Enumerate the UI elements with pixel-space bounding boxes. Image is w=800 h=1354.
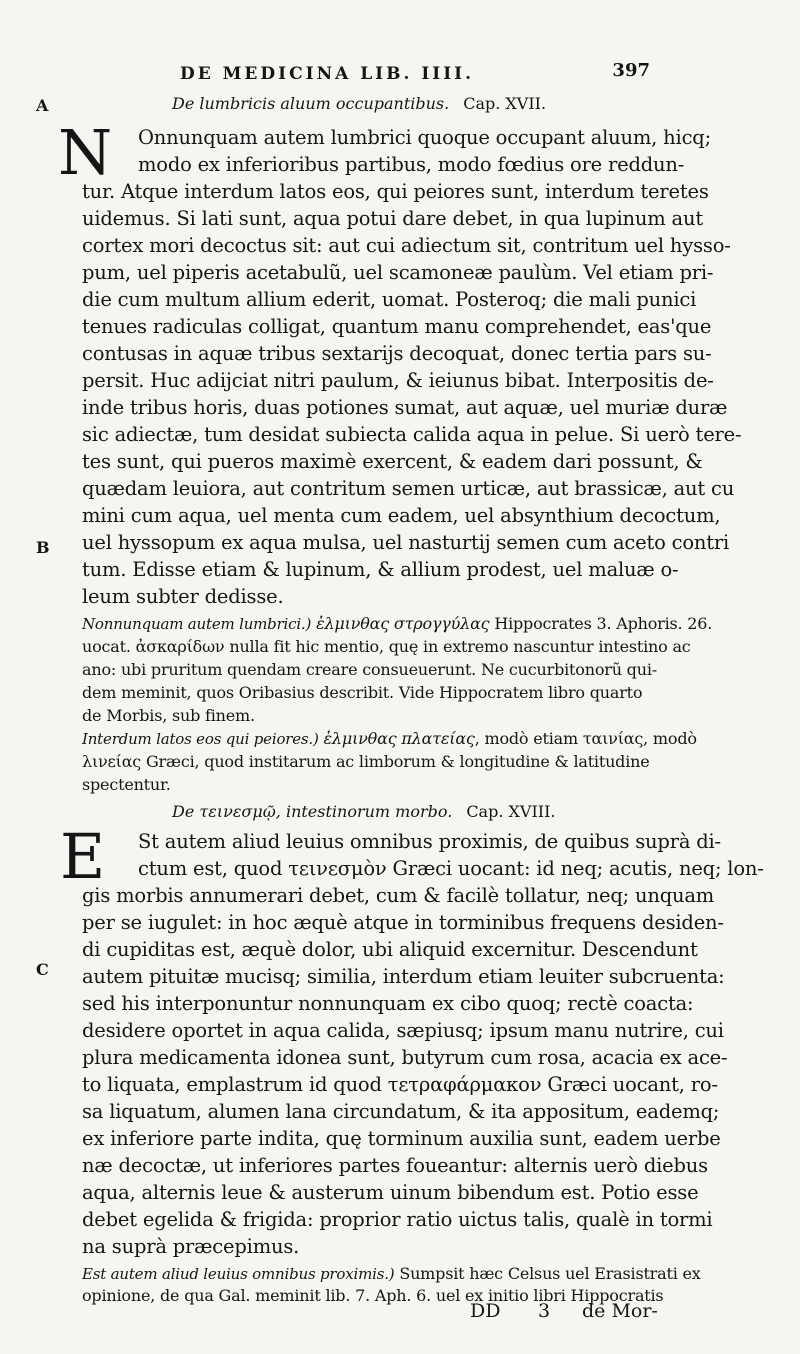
dropcap-e: E	[60, 820, 106, 893]
page-header	[180, 60, 650, 90]
chapter-18-heading	[172, 802, 556, 821]
ch17-line: Onnunquam autem lumbrici quoque occupant aluum, hicq;	[138, 126, 711, 149]
note-line	[82, 729, 697, 748]
note-text: Hippocrates 3. Aphoris. 26.	[494, 614, 713, 633]
ch18-line: plura medicamenta idonea sunt, butyrum cum rosa, acacia ex ace-	[82, 1046, 728, 1069]
ch18-line: ctum est, quod τεινεσμὸν Græci uocant: id neq; acutis, neq; lon-	[138, 857, 764, 880]
ch18-line: na suprà præcepimus.	[82, 1235, 300, 1258]
ch17-line: uidemus. Si lati sunt, aqua potui dare debet, in qua lupinum aut	[82, 207, 703, 230]
page-footer	[470, 1300, 660, 1326]
greek-term: ἑλμινθας πλατείας	[323, 729, 475, 748]
margin-letter-c: C	[36, 960, 49, 979]
ch17-line: die cum multum allium ederit, uomat. Posteroq; die mali punici	[82, 288, 697, 311]
ch17-line: sic adiectæ, tum desidat subiecta calida aqua in pelue. Si uerò tere-	[82, 423, 742, 446]
chapter-18-number: Cap. XVIII.	[466, 802, 556, 821]
note-line: dem meminit, quos Oribasius describit. Vide Hippocratem libro quarto	[82, 683, 643, 702]
margin-letter-b: B	[36, 538, 50, 557]
ch17-line: pum, uel piperis acetabulũ, uel scamoneæ paulùm. Vel etiam pri-	[82, 261, 714, 284]
ch18-line: St autem aliud leuius omnibus proximis, de quibus suprà di-	[138, 830, 721, 853]
chapter-17-number: Cap. XVII.	[463, 94, 547, 113]
note-lemma: Est autem aliud leuius omnibus proximis.)	[82, 1265, 395, 1283]
chapter-17-heading	[172, 94, 546, 113]
ch17-line: cortex mori decoctus sit: aut cui adiectum sit, contritum uel hysso-	[82, 234, 731, 257]
ch18-line: sa liquatum, alumen lana circundatum, & ita appositum, eademq;	[82, 1100, 720, 1123]
ch18-line: di cupiditas est, æquè dolor, ubi aliquid excernitur. Descendunt	[82, 938, 698, 961]
note-text: , modò etiam ταινίας, modò	[474, 729, 697, 748]
ch17-line: tum. Edisse etiam & lupinum, & allium prodest, uel maluæ o-	[82, 558, 679, 581]
note-line: uocat. ἀσκαρίδων nulla fit hic mentio, quę in extremo nascuntur intestino ac	[82, 637, 691, 656]
note-line	[82, 1264, 701, 1283]
signature-number: 3	[538, 1300, 551, 1322]
ch17-line: persit. Huc adijciat nitri paulum, & ieiunus bibat. Interpositis de-	[82, 369, 714, 392]
margin-letter-a: A	[36, 96, 49, 115]
ch17-line: inde tribus horis, duas potiones sumat, aut aquæ, uel muriæ duræ	[82, 396, 728, 419]
chapter-17-title: De lumbricis aluum occupantibus.	[172, 94, 450, 113]
ch18-line: desidere oportet in aqua calida, sæpiusq; ipsum manu nutrire, cui	[82, 1019, 724, 1042]
ch18-line: to liquata, emplastrum id quod τετραφάρμακον Græci uocant, ro-	[82, 1073, 718, 1096]
note-lemma: Interdum latos eos qui peiores.)	[82, 730, 319, 748]
note-text: Sumpsit hæc Celsus uel Erasistrati ex	[399, 1264, 701, 1283]
ch18-line: debet egelida & frigida: proprior ratio uictus talis, qualè in tormi	[82, 1208, 713, 1231]
signature-mark: DD	[470, 1300, 501, 1322]
ch18-line: per se iugulet: in hoc æquè atque in torminibus frequens desiden-	[82, 911, 724, 934]
ch17-line: quædam leuiora, aut contritum semen urticæ, aut brassicæ, aut cu	[82, 477, 735, 500]
greek-term: ἑλμινθας στρογγύλας	[316, 614, 490, 633]
ch17-line: tur. Atque interdum latos eos, qui peiores sunt, interdum teretes	[82, 180, 709, 203]
chapter-18-title: De τεινεσμῷ, intestinorum morbo.	[172, 802, 453, 821]
note-lemma: Nonnunquam autem lumbrici.)	[82, 615, 312, 633]
note-line: opinione, de qua Gal. meminit lib. 7. Aph. 6. uel ex initio libri Hippocratis	[82, 1286, 664, 1305]
ch18-line: autem pituitæ mucisq; similia, interdum etiam leuiter subcruenta:	[82, 965, 725, 988]
ch18-line: aqua, alternis leue & austerum uinum bibendum est. Potio esse	[82, 1181, 699, 1204]
ch17-line: modo ex inferioribus partibus, modo fœdius ore reddun-	[138, 153, 685, 176]
ch18-line: gis morbis annumerari debet, cum & facilè tollatur, neq; unquam	[82, 884, 715, 907]
ch17-line: uel hyssopum ex aqua mulsa, uel nasturtij semen cum aceto contri	[82, 531, 730, 554]
dropcap-n: N	[58, 116, 113, 189]
ch17-line: contusas in aquæ tribus sextarijs decoquat, donec tertia pars su-	[82, 342, 712, 365]
ch18-line: sed his interponuntur nonnunquam ex cibo quoq; rectè coacta:	[82, 992, 694, 1015]
note-line: ano: ubi pruritum quendam creare consueuerunt. Ne cucurbitonorũ qui-	[82, 660, 657, 679]
catchword: de Mor-	[582, 1300, 658, 1322]
ch17-line: leum subter dedisse.	[82, 585, 284, 608]
ch18-line: næ decoctæ, ut inferiores partes foueantur: alternis uerò diebus	[82, 1154, 708, 1177]
note-line: spectentur.	[82, 775, 171, 794]
ch17-line: mini cum aqua, uel menta cum eadem, uel absynthium decoctum,	[82, 504, 721, 527]
ch17-line: tes sunt, qui pueros maximè exercent, & eadem dari possunt, &	[82, 450, 703, 473]
folio-number: 397	[612, 60, 650, 81]
note-line: λινείας Græci, quod institarum ac limborum & longitudine & latitudine	[82, 752, 650, 771]
ch18-line: ex inferiore parte indita, quę torminum auxilia sunt, eadem uerbe	[82, 1127, 721, 1150]
ch17-line: tenues radiculas colligat, quantum manu comprehendet, eas'que	[82, 315, 712, 338]
note-line: de Morbis, sub finem.	[82, 706, 255, 725]
running-title: DE MEDICINA LIB. IIII.	[180, 64, 475, 84]
note-line	[82, 614, 713, 633]
